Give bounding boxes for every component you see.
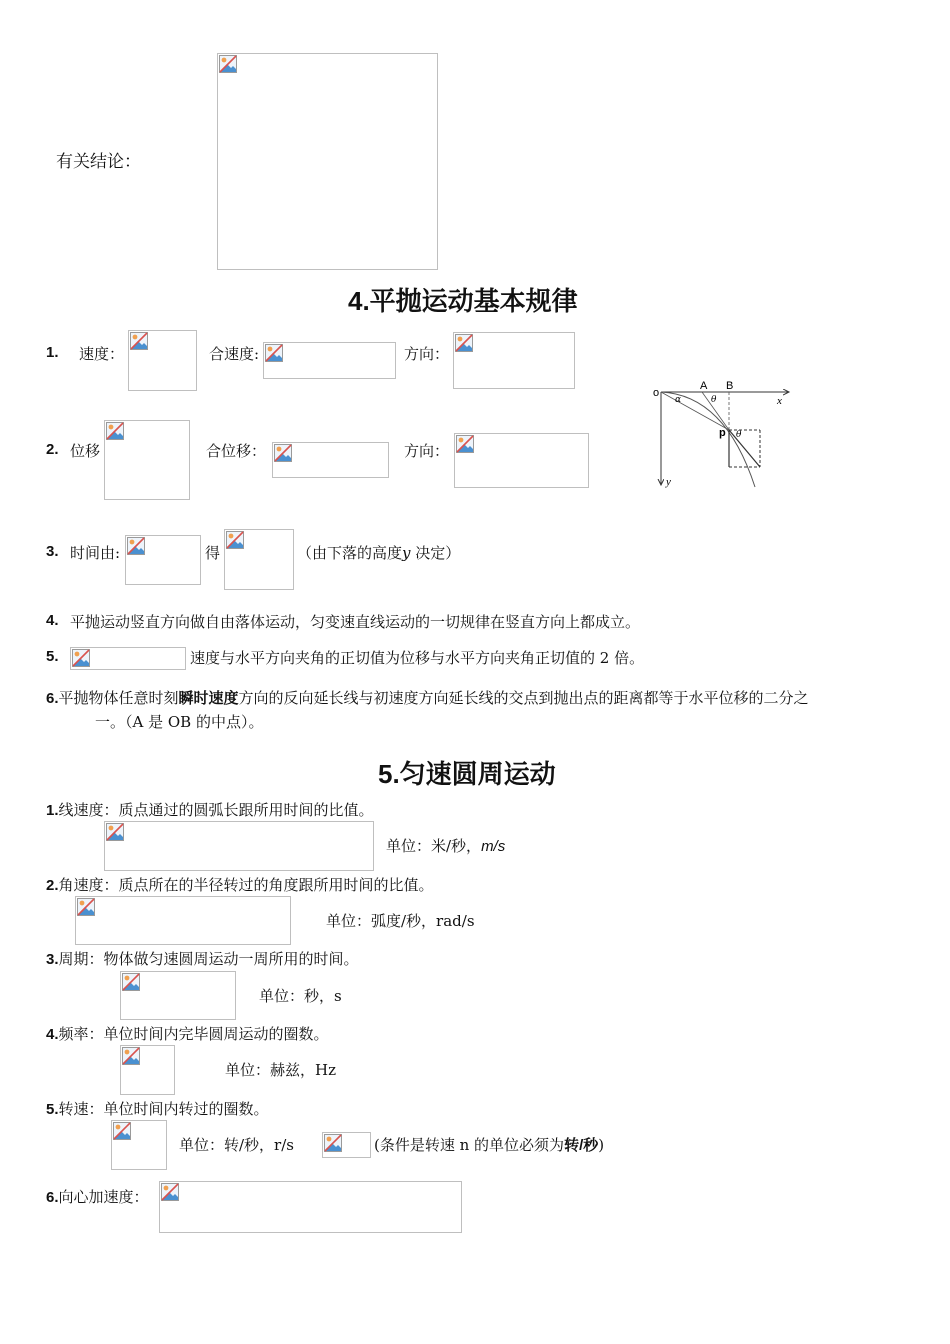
broken-image-icon: [264, 343, 284, 363]
s5-item2-unit: 单位：弧度/秒，rad/s: [326, 912, 475, 930]
formula-image-centripetal: [159, 1181, 462, 1233]
s5-item3-unit: 单位：秒，s: [259, 987, 342, 1005]
fig-label-a: A: [700, 380, 708, 392]
fig-label-theta1: θ: [711, 395, 717, 405]
broken-image-icon: [273, 443, 293, 463]
fig-label-p: p: [719, 427, 726, 439]
item5-text: 速度与水平方向夹角的正切值为位移与水平方向夹角正切值的 2 倍。: [190, 649, 645, 667]
broken-image-icon: [160, 1182, 180, 1202]
item3-label: 时间由:: [70, 544, 121, 562]
formula-image-velocity: [128, 330, 197, 391]
formula-image-rotation-speed: [111, 1120, 167, 1170]
formula-image-frequency: [120, 1045, 175, 1095]
broken-image-icon: [454, 333, 474, 353]
fig-label-x: x: [777, 395, 782, 407]
s5-item3-text: 3.周期：物体做匀速圆周运动一周所用的时间。: [46, 950, 359, 968]
broken-image-icon: [129, 331, 149, 351]
broken-image-icon: [121, 1046, 141, 1066]
item1-combined-label: 合速度:: [209, 345, 260, 363]
item1-direction-label: 方向：: [404, 345, 450, 363]
formula-image-condition: [322, 1132, 371, 1158]
s5-item5-unit: 单位：转/秒，r/s: [179, 1136, 294, 1154]
item5-num: 5.: [46, 648, 59, 665]
item6-line2: 一。（A 是 OB 的中点）。: [95, 713, 264, 731]
s5-item5-text: 5.转速：单位时间内转过的圈数。: [46, 1100, 269, 1118]
broken-image-icon: [323, 1133, 343, 1153]
fig-label-alpha: α: [675, 395, 682, 405]
formula-image-period: [120, 971, 236, 1020]
formula-image-time-result: [224, 529, 294, 590]
conclusion-label: 有关结论：: [56, 152, 141, 172]
broken-image-icon: [218, 54, 238, 74]
formula-image-displacement-direction: [454, 433, 589, 488]
item6-text: 6.平抛物体任意时刻瞬时速度方向的反向延长线与初速度方向延长线的交点到抛出点的距离都等于水平位移的二分之: [46, 689, 809, 707]
fig-label-o: o: [653, 387, 660, 399]
broken-image-icon: [225, 530, 245, 550]
item1-label: 速度：: [79, 345, 125, 363]
item2-combined-label: 合位移：: [206, 442, 267, 460]
item4-num: 4.: [46, 612, 59, 629]
formula-image-angular-velocity: [75, 896, 291, 945]
broken-image-icon: [121, 972, 141, 992]
item2-num: 2.: [46, 441, 59, 458]
broken-image-icon: [76, 897, 96, 917]
item2-direction-label: 方向：: [404, 442, 450, 460]
broken-image-icon: [105, 421, 125, 441]
s5-item2-text: 2.角速度：质点所在的半径转过的角度跟所用时间的比值。: [46, 876, 434, 894]
broken-image-icon: [455, 434, 475, 454]
item4-text: 平抛运动竖直方向做自由落体运动，匀变速直线运动的一切规律在竖直方向上都成立。: [70, 613, 641, 631]
s5-item4-text: 4.频率：单位时间内完毕圆周运动的圈数。: [46, 1025, 329, 1043]
item3-note: （由下落的高度y 决定）: [297, 544, 461, 562]
broken-image-icon: [112, 1121, 132, 1141]
formula-image-conclusion: [217, 53, 438, 270]
formula-image-velocity-direction: [453, 332, 575, 389]
formula-image-tan-relation: [70, 647, 186, 670]
item1-num: 1.: [46, 344, 59, 361]
fig-label-b: B: [726, 380, 734, 392]
section4-title: 4.平抛运动基本规律: [348, 286, 578, 316]
formula-image-time-from: [125, 535, 201, 585]
projectile-diagram: [645, 375, 795, 495]
formula-image-displacement: [104, 420, 190, 500]
item2-label: 位移: [70, 442, 101, 460]
broken-image-icon: [126, 536, 146, 556]
s5-item1-unit: 单位：米/秒，m/s: [386, 837, 506, 855]
s5-item4-unit: 单位：赫兹，Hz: [225, 1061, 336, 1079]
fig-label-theta2: θ: [736, 430, 742, 440]
fig-label-y: y: [666, 476, 671, 488]
formula-image-combined-velocity: [263, 342, 396, 379]
formula-image-linear-velocity: [104, 821, 374, 871]
item3-num: 3.: [46, 543, 59, 560]
s5-item6-text: 6.向心加速度：: [46, 1188, 149, 1206]
broken-image-icon: [105, 822, 125, 842]
section5-title: 5.匀速圆周运动: [378, 759, 556, 789]
item3-get: 得: [205, 544, 221, 562]
broken-image-icon: [71, 648, 91, 668]
s5-item1-text: 1.线速度：质点通过的圆弧长跟所用时间的比值。: [46, 801, 374, 819]
s5-item5-condition: (条件是转速 n 的单位必须为转/秒): [374, 1136, 605, 1154]
formula-image-combined-displacement: [272, 442, 389, 478]
